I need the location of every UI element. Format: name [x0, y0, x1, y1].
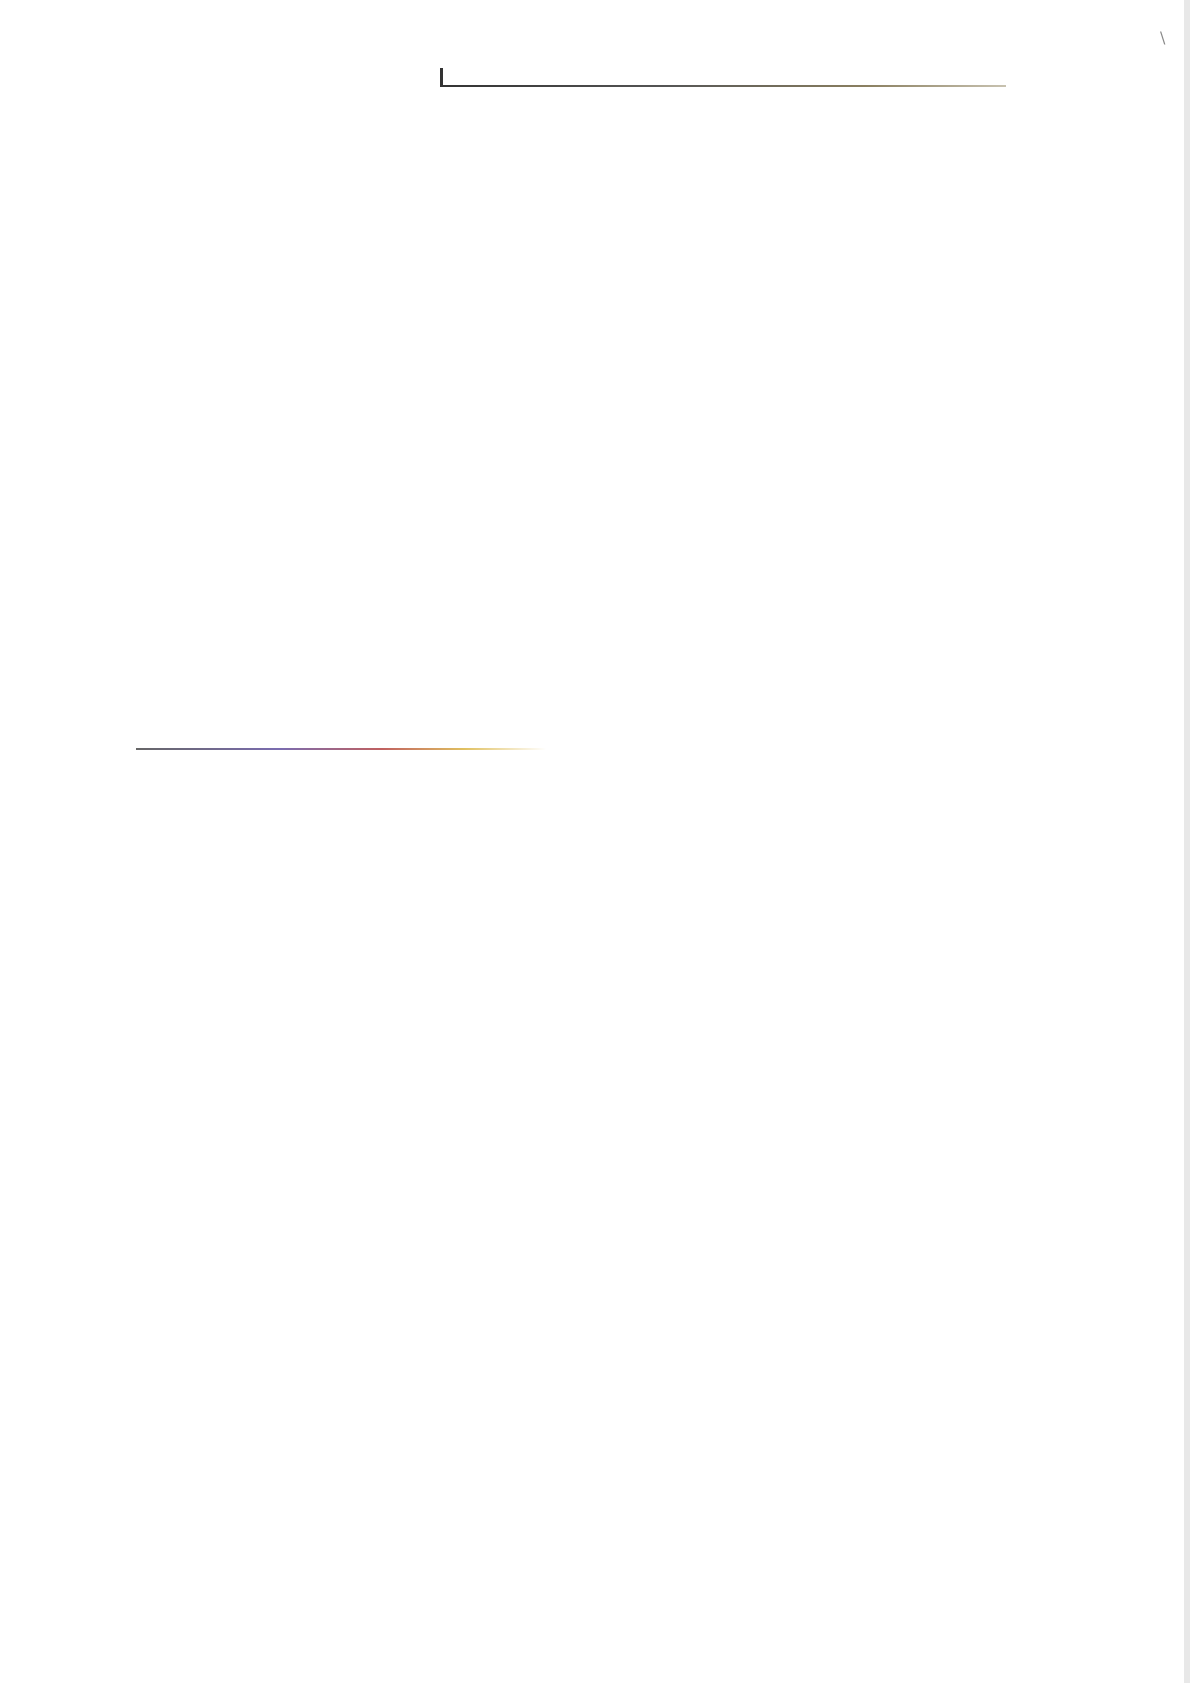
header-bar	[440, 68, 443, 86]
header-rule	[440, 85, 1006, 87]
author-rule	[136, 748, 546, 750]
section-header	[440, 58, 1006, 88]
scan-speck: \	[1160, 28, 1166, 47]
scan-edge	[1184, 0, 1190, 1683]
